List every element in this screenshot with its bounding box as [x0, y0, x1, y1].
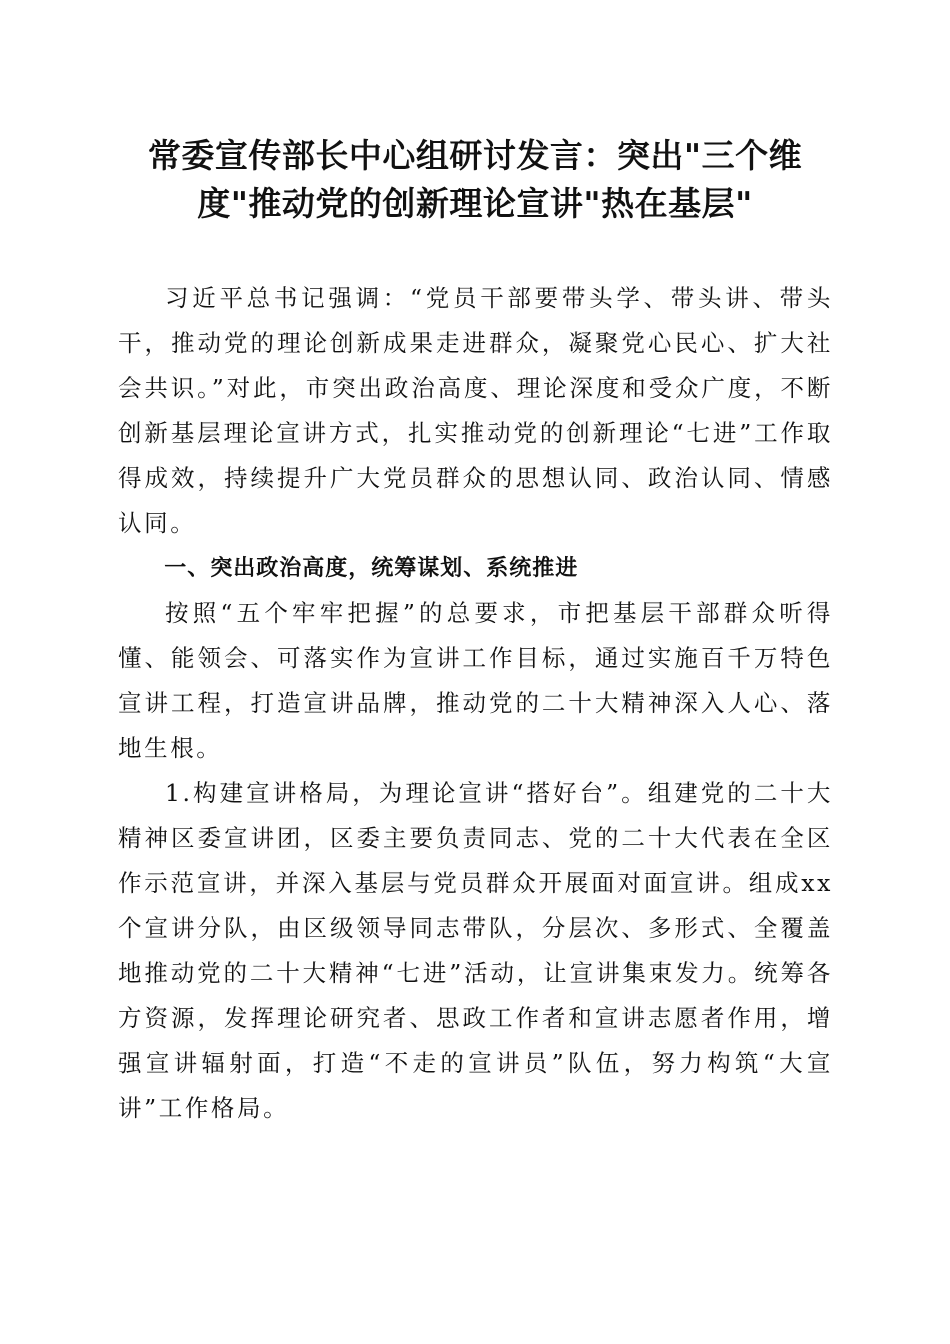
title-line-2: 度"推动党的创新理论宣讲"热在基层" — [197, 184, 753, 223]
document-body — [118, 276, 833, 1131]
document-title — [110, 132, 840, 228]
subsection-1-paragraph: 1.构建宣讲格局，为理论宣讲“搭好台”。组建党的二十大精神区委宣讲团，区委主要负责同志、党的二十大代表在全区作示范宣讲，并深入基层与党员群众开展面对面宣讲。组成xx个宣讲分队，由区级领导同志带队，分层次、多形式、全覆盖地推动党的二十大精神“七进”活动，让宣讲集束发力。统筹各方资源，发挥理论研究者、思政工作者和宣讲志愿者作用，增强宣讲辐射面，打造“不走的宣讲员”队伍，努力构筑“大宣讲”工作格局。 — [118, 779, 833, 1122]
title-line-1: 常委宣传部长中心组研讨发言：突出"三个维 — [147, 136, 803, 175]
intro-paragraph: 习近平总书记强调：“党员干部要带头学、带头讲、带头干，推动党的理论创新成果走进群众，凝聚党心民心、扩大社会共识。”对此，市突出政治高度、理论深度和受众广度，不断创新基层理论宣讲方式，扎实推动党的创新理论“七进”工作取得成效，持续提升广大党员群众的思想认同、政治认同、情感认同。 — [118, 284, 833, 537]
section-1-paragraph: 按照“五个牢牢把握”的总要求，市把基层干部群众听得懂、能领会、可落实作为宣讲工作目标，通过实施百千万特色宣讲工程，打造宣讲品牌，推动党的二十大精神深入人心、落地生根。 — [118, 599, 833, 762]
section-heading-1: 一、突出政治高度，统筹谋划、系统推进 — [164, 556, 579, 581]
